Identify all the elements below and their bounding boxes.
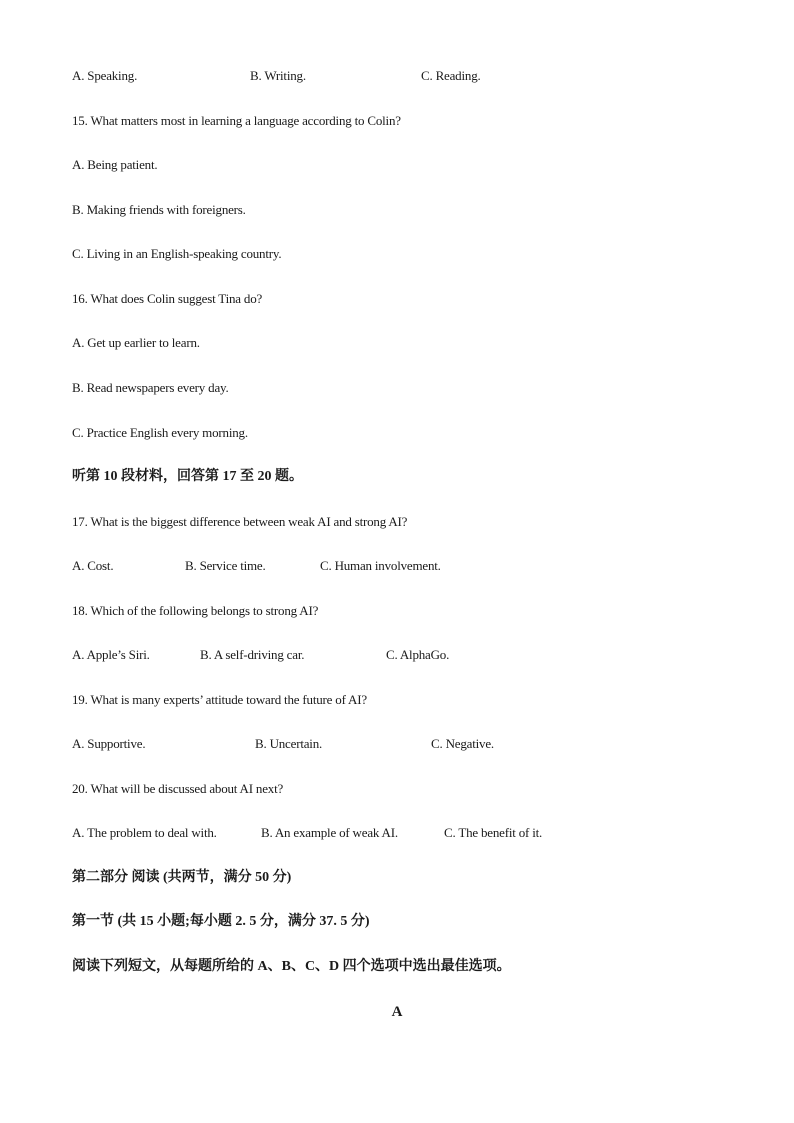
q20-option-a: A. The problem to deal with.	[72, 825, 217, 840]
q20-option-c: C. The benefit of it.	[444, 825, 543, 840]
q19-question: 19. What is many experts’ attitude toward the future of AI?	[72, 692, 367, 707]
q18-question: 18. Which of the following belongs to strong AI?	[72, 603, 319, 618]
section-1-heading: 第一节 (共 15 小题;每小题 2. 5 分，满分 37. 5 分)	[72, 914, 370, 929]
q15-option-a: A. Being patient.	[72, 157, 158, 172]
q15-question: 15. What matters most in learning a language according to Colin?	[72, 113, 401, 128]
q16-option-b: B. Read newspapers every day.	[72, 380, 229, 395]
q16-question: 16. What does Colin suggest Tina do?	[72, 291, 263, 306]
q14-option-b: B. Writing.	[250, 68, 306, 83]
part-2-heading: 第二部分 阅读 (共两节，满分 50 分)	[72, 870, 292, 885]
q15-option-b: B. Making friends with foreigners.	[72, 202, 246, 217]
q17-option-c: C. Human involvement.	[320, 558, 441, 573]
q19-option-b: B. Uncertain.	[255, 736, 323, 751]
q18-option-c: C. AlphaGo.	[386, 647, 450, 662]
q20-option-b: B. An example of weak AI.	[261, 825, 398, 840]
q19-option-c: C. Negative.	[431, 736, 494, 751]
q19-option-a: A. Supportive.	[72, 736, 146, 751]
section-10-heading: 听第 10 段材料，回答第 17 至 20 题。	[72, 469, 303, 484]
q16-option-c: C. Practice English every morning.	[72, 425, 248, 440]
q17-question: 17. What is the biggest difference between weak AI and strong AI?	[72, 514, 408, 529]
q14-option-a: A. Speaking.	[72, 68, 138, 83]
q16-option-a: A. Get up earlier to learn.	[72, 335, 200, 350]
reading-instruction: 阅读下列短文，从每题所给的 A、B、C、D 四个选项中选出最佳选项。	[72, 959, 511, 974]
q18-option-a: A. Apple’s Siri.	[72, 647, 150, 662]
q14-option-c: C. Reading.	[421, 68, 481, 83]
passage-label: A	[391, 1004, 403, 1020]
q17-option-b: B. Service time.	[185, 558, 266, 573]
q17-option-a: A. Cost.	[72, 558, 114, 573]
q15-option-c: C. Living in an English-speaking country.	[72, 246, 282, 261]
q20-question: 20. What will be discussed about AI next?	[72, 781, 284, 796]
q18-option-b: B. A self-driving car.	[200, 647, 305, 662]
